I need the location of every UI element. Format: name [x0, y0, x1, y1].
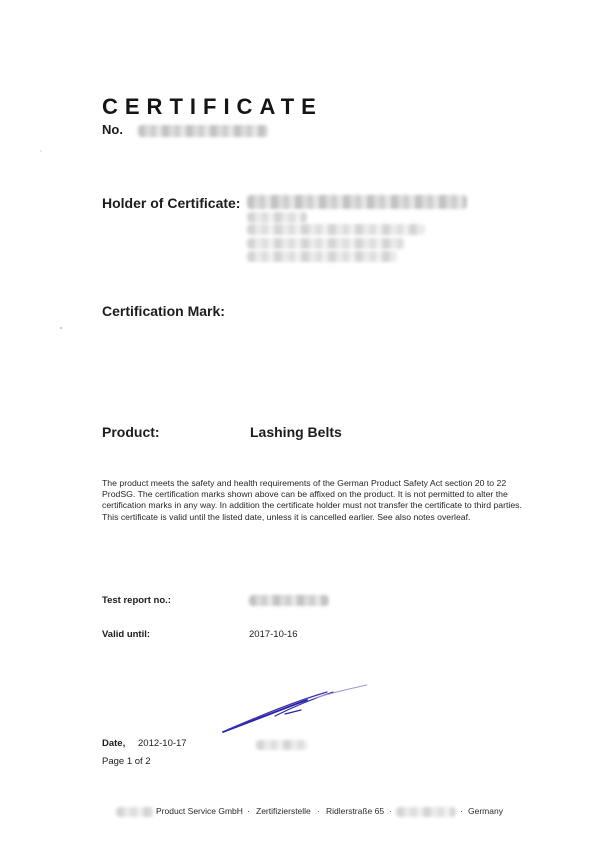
footer-department: Zertifizierstelle [256, 806, 311, 816]
holder-address-line-3-redacted [247, 238, 405, 249]
scan-speck [40, 150, 42, 152]
footer-separator: · [247, 806, 250, 816]
footer-city-redacted [396, 807, 456, 817]
signatory-name-redacted [256, 740, 308, 750]
date-value: 2012-10-17 [138, 738, 187, 749]
page-info: Page 1 of 2 [102, 756, 151, 767]
footer-separator: · [389, 806, 392, 816]
certificate-title: CERTIFICATE [102, 94, 323, 119]
certificate-number-redacted [138, 125, 268, 137]
footer-country: Germany [468, 806, 503, 816]
holder-name-redacted [247, 195, 467, 209]
certificate-statement: The product meets the safety and health requirements of the German Product Safety Act section 20 to 22 ProdSG. The certification marks shown above can be affixed on the product. It is not permitted to alter the certification marks in any way. In addition the certificate holder must not transfer the certificate to third parties. This certificate is valid until the listed date, unless it is cancelled earlier. See also notes overleaf. [102, 478, 522, 522]
holder-address-line-4-redacted [247, 251, 397, 262]
holder-address-line-2-redacted [247, 224, 425, 235]
test-report-number-redacted [249, 595, 329, 606]
footer-address: Ridlerstraße 65 [326, 806, 385, 816]
certificate-number-label: No. [102, 122, 123, 137]
product-label: Product: [102, 424, 160, 440]
valid-until-label: Valid until: [102, 629, 151, 640]
footer-company-prefix-redacted [116, 807, 154, 817]
test-report-label: Test report no.: [102, 595, 171, 606]
footer-separator: · [460, 806, 463, 816]
scan-speck [60, 327, 62, 329]
footer-company: Product Service GmbH [156, 806, 243, 816]
date-label: Date, [102, 738, 126, 749]
certification-mark-label: Certification Mark: [102, 303, 225, 319]
product-value: Lashing Belts [250, 424, 342, 440]
signature-image [215, 680, 375, 740]
holder-address-line-1-redacted [247, 212, 307, 223]
holder-label: Holder of Certificate: [102, 195, 241, 211]
valid-until-value: 2017-10-16 [249, 629, 298, 640]
footer-separator: · [317, 806, 320, 816]
